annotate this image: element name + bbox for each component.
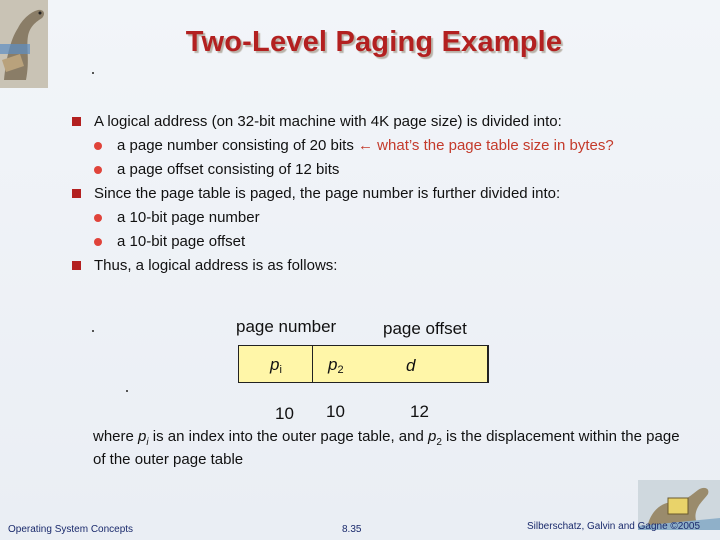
bit-count-p2: 10 (326, 402, 345, 421)
stray-dot (92, 330, 94, 332)
explanation-text: where $p_i$ is an index into the outer page table, and $p_2$ is the displacement within the page of the outer page table (93, 428, 680, 468)
footer-copyright: Silberschatz, Galvin and Gagne ©2005 (527, 521, 701, 532)
sub-bullet-item: a page offset consisting of 12 bits (72, 158, 712, 182)
offset-field: d (406, 356, 416, 375)
slide-title: Two-Level Paging Example (185, 26, 563, 58)
p2-field: $p_2$ (328, 355, 344, 376)
stray-dot (126, 390, 128, 392)
sub-bullet-question: what’s the page table size in bytes? (377, 137, 614, 154)
bit-count-offset: 12 (410, 402, 429, 421)
page-offset-label: page offset (383, 319, 467, 338)
footer-course: Operating System Concepts (8, 524, 134, 535)
bullet-item: A logical address (on 32-bit machine with 4K page size) is divided into: (72, 110, 712, 134)
page-number-label: page number (236, 317, 337, 336)
stray-dot (92, 72, 94, 74)
divider-line (487, 346, 489, 383)
sub-bullet-text: a page number consisting of 20 bits (117, 137, 354, 154)
bullet-list (72, 110, 712, 278)
bit-count-p1: 10 (275, 404, 294, 423)
sub-bullet-item: a 10-bit page number (72, 206, 712, 230)
p1-field: $p_i$ (270, 355, 282, 376)
left-arrow-icon: ← (358, 137, 373, 154)
sub-bullet-item: a 10-bit page offset (72, 230, 712, 254)
bullet-item: Since the page table is paged, the page number is further divided into: (72, 182, 712, 206)
sub-bullet-item (72, 134, 712, 158)
footer-page-number: 8.35 (342, 524, 362, 535)
bullet-item: Thus, a logical address is as follows: (72, 254, 712, 278)
divider-line (312, 346, 313, 382)
